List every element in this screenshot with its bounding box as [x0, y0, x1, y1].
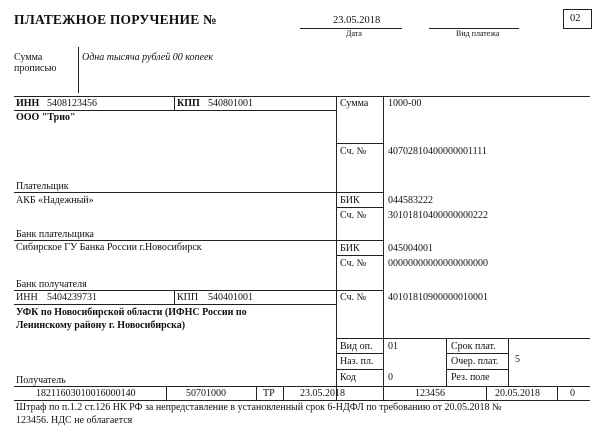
payee-bik-label: БИК: [340, 243, 360, 254]
tax-div-4: [383, 386, 384, 400]
payee-corr-label: Сч. №: [340, 258, 367, 269]
payee-account-label: Сч. №: [340, 292, 367, 303]
tax-type: 0: [570, 388, 575, 399]
payee-bik: 045004001: [388, 243, 433, 254]
payer-section-bottom: [14, 192, 383, 193]
payer-bik-label: БИК: [340, 195, 360, 206]
payee-inn-kpp-divider: [174, 290, 175, 304]
payer-inn: 5408123456: [47, 98, 97, 109]
payer-kpp: 540801001: [208, 98, 253, 109]
op-col-right: [508, 338, 509, 386]
row-line-inn-bottom: [14, 110, 336, 111]
label-column-left: [336, 96, 337, 400]
op-col-mid: [446, 338, 447, 386]
tax-basis: ТР: [263, 388, 275, 399]
payer-bik-acc-sep: [336, 207, 383, 208]
tax-doc-date: 20.05.2018: [495, 388, 540, 399]
payee-kpp: 540401001: [208, 292, 253, 303]
payee-label: Получатель: [16, 375, 66, 386]
amount-label: Сумма: [340, 98, 369, 109]
amount-value: 1000-00: [388, 98, 422, 109]
payee-account: 40101810900000010001: [388, 292, 488, 303]
order-value: 5: [515, 354, 520, 365]
term-label: Срок плат.: [451, 341, 496, 352]
purpose-code-label: Наз. пл.: [340, 356, 374, 367]
payment-purpose-line2: 123456. НДС не облагается: [16, 415, 133, 426]
order-label: Очер. плат.: [451, 356, 499, 367]
op-type: 01: [388, 341, 398, 352]
document-date: 23.05.2018: [333, 15, 381, 26]
amount-words-label: Сумма: [14, 52, 43, 63]
payer-bik: 044583222: [388, 195, 433, 206]
document-title: ПЛАТЕЖНОЕ ПОРУЧЕНИЕ №: [14, 12, 217, 27]
op-sep-2: [336, 369, 383, 370]
payee-kpp-label: КПП: [177, 292, 199, 303]
tax-period: 23.05.2018: [300, 388, 345, 399]
form-code-box: [563, 9, 592, 29]
tax-doc-number: 123456: [415, 388, 445, 399]
tax-div-6: [557, 386, 558, 400]
reserve-label: Рез. поле: [451, 372, 490, 383]
payee-bank-label: Банк получателя: [16, 279, 87, 290]
payer-name: ООО "Трио": [16, 112, 76, 123]
tax-div-5: [486, 386, 487, 400]
op-sep-3: [446, 353, 508, 354]
date-label: Дата: [346, 29, 362, 38]
amount-words-label-2: прописью: [14, 63, 57, 74]
tax-div-1: [166, 386, 167, 400]
payee-bank-name: Сибирское ГУ Банка России г.Новосибирск: [16, 242, 202, 253]
amount-acc-sep: [336, 143, 383, 144]
payer-corr-account: 30101810400000000222: [388, 210, 488, 221]
tax-div-3: [283, 386, 284, 400]
code-value: 0: [388, 372, 393, 383]
operation-top: [336, 338, 590, 339]
tax-oktmo: 50701000: [186, 388, 226, 399]
tax-kbk: 18211603010016000140: [36, 388, 136, 399]
row-line-inn: [14, 96, 590, 97]
payer-corr-label: Сч. №: [340, 210, 367, 221]
payee-bik-acc-sep: [336, 255, 383, 256]
payment-purpose-line1: Штраф по п.1.2 ст.126 НК РФ за непредставление в установленный срок 6-НДФЛ по требованию от 20.05.2018 №: [16, 402, 502, 413]
payer-inn-kpp-divider: [174, 96, 175, 110]
tax-div-2: [256, 386, 257, 400]
payee-name-line1: УФК по Новосибирской области (ИФНС России по: [16, 307, 247, 318]
tax-row-top: [14, 386, 590, 387]
payer-bank-label: Банк плательщика: [16, 229, 94, 240]
payee-corr-account: 00000000000000000000: [388, 258, 488, 269]
payer-bank-bottom: [14, 240, 383, 241]
amount-words-value: Одна тысяча рублей 00 копеек: [82, 52, 214, 63]
payee-inn-bottom: [14, 304, 336, 305]
payer-label: Плательщик: [16, 181, 69, 192]
op-sep-1: [336, 353, 383, 354]
payee-bank-bottom: [14, 290, 383, 291]
payer-account: 40702810400000001111: [388, 146, 487, 157]
amount-words-divider: [78, 47, 79, 93]
payer-kpp-label: КПП: [177, 98, 200, 109]
payer-account-label: Сч. №: [340, 146, 367, 157]
op-type-label: Вид оп.: [340, 341, 373, 352]
payee-name-line2: Ленинскому району г. Новосибирска): [16, 320, 186, 331]
payer-bank-name: АКБ «Надежный»: [16, 195, 94, 206]
code-label: Код: [340, 372, 356, 383]
op-sep-4: [446, 369, 508, 370]
tax-row-bottom: [14, 400, 590, 401]
form-code: 02: [570, 13, 581, 24]
label-column-right: [383, 96, 384, 386]
payee-inn: 5404239731: [47, 292, 97, 303]
payee-inn-label: ИНН: [16, 292, 38, 303]
payer-inn-label: ИНН: [16, 98, 40, 109]
payment-type-label: Вид платежа: [456, 29, 500, 38]
